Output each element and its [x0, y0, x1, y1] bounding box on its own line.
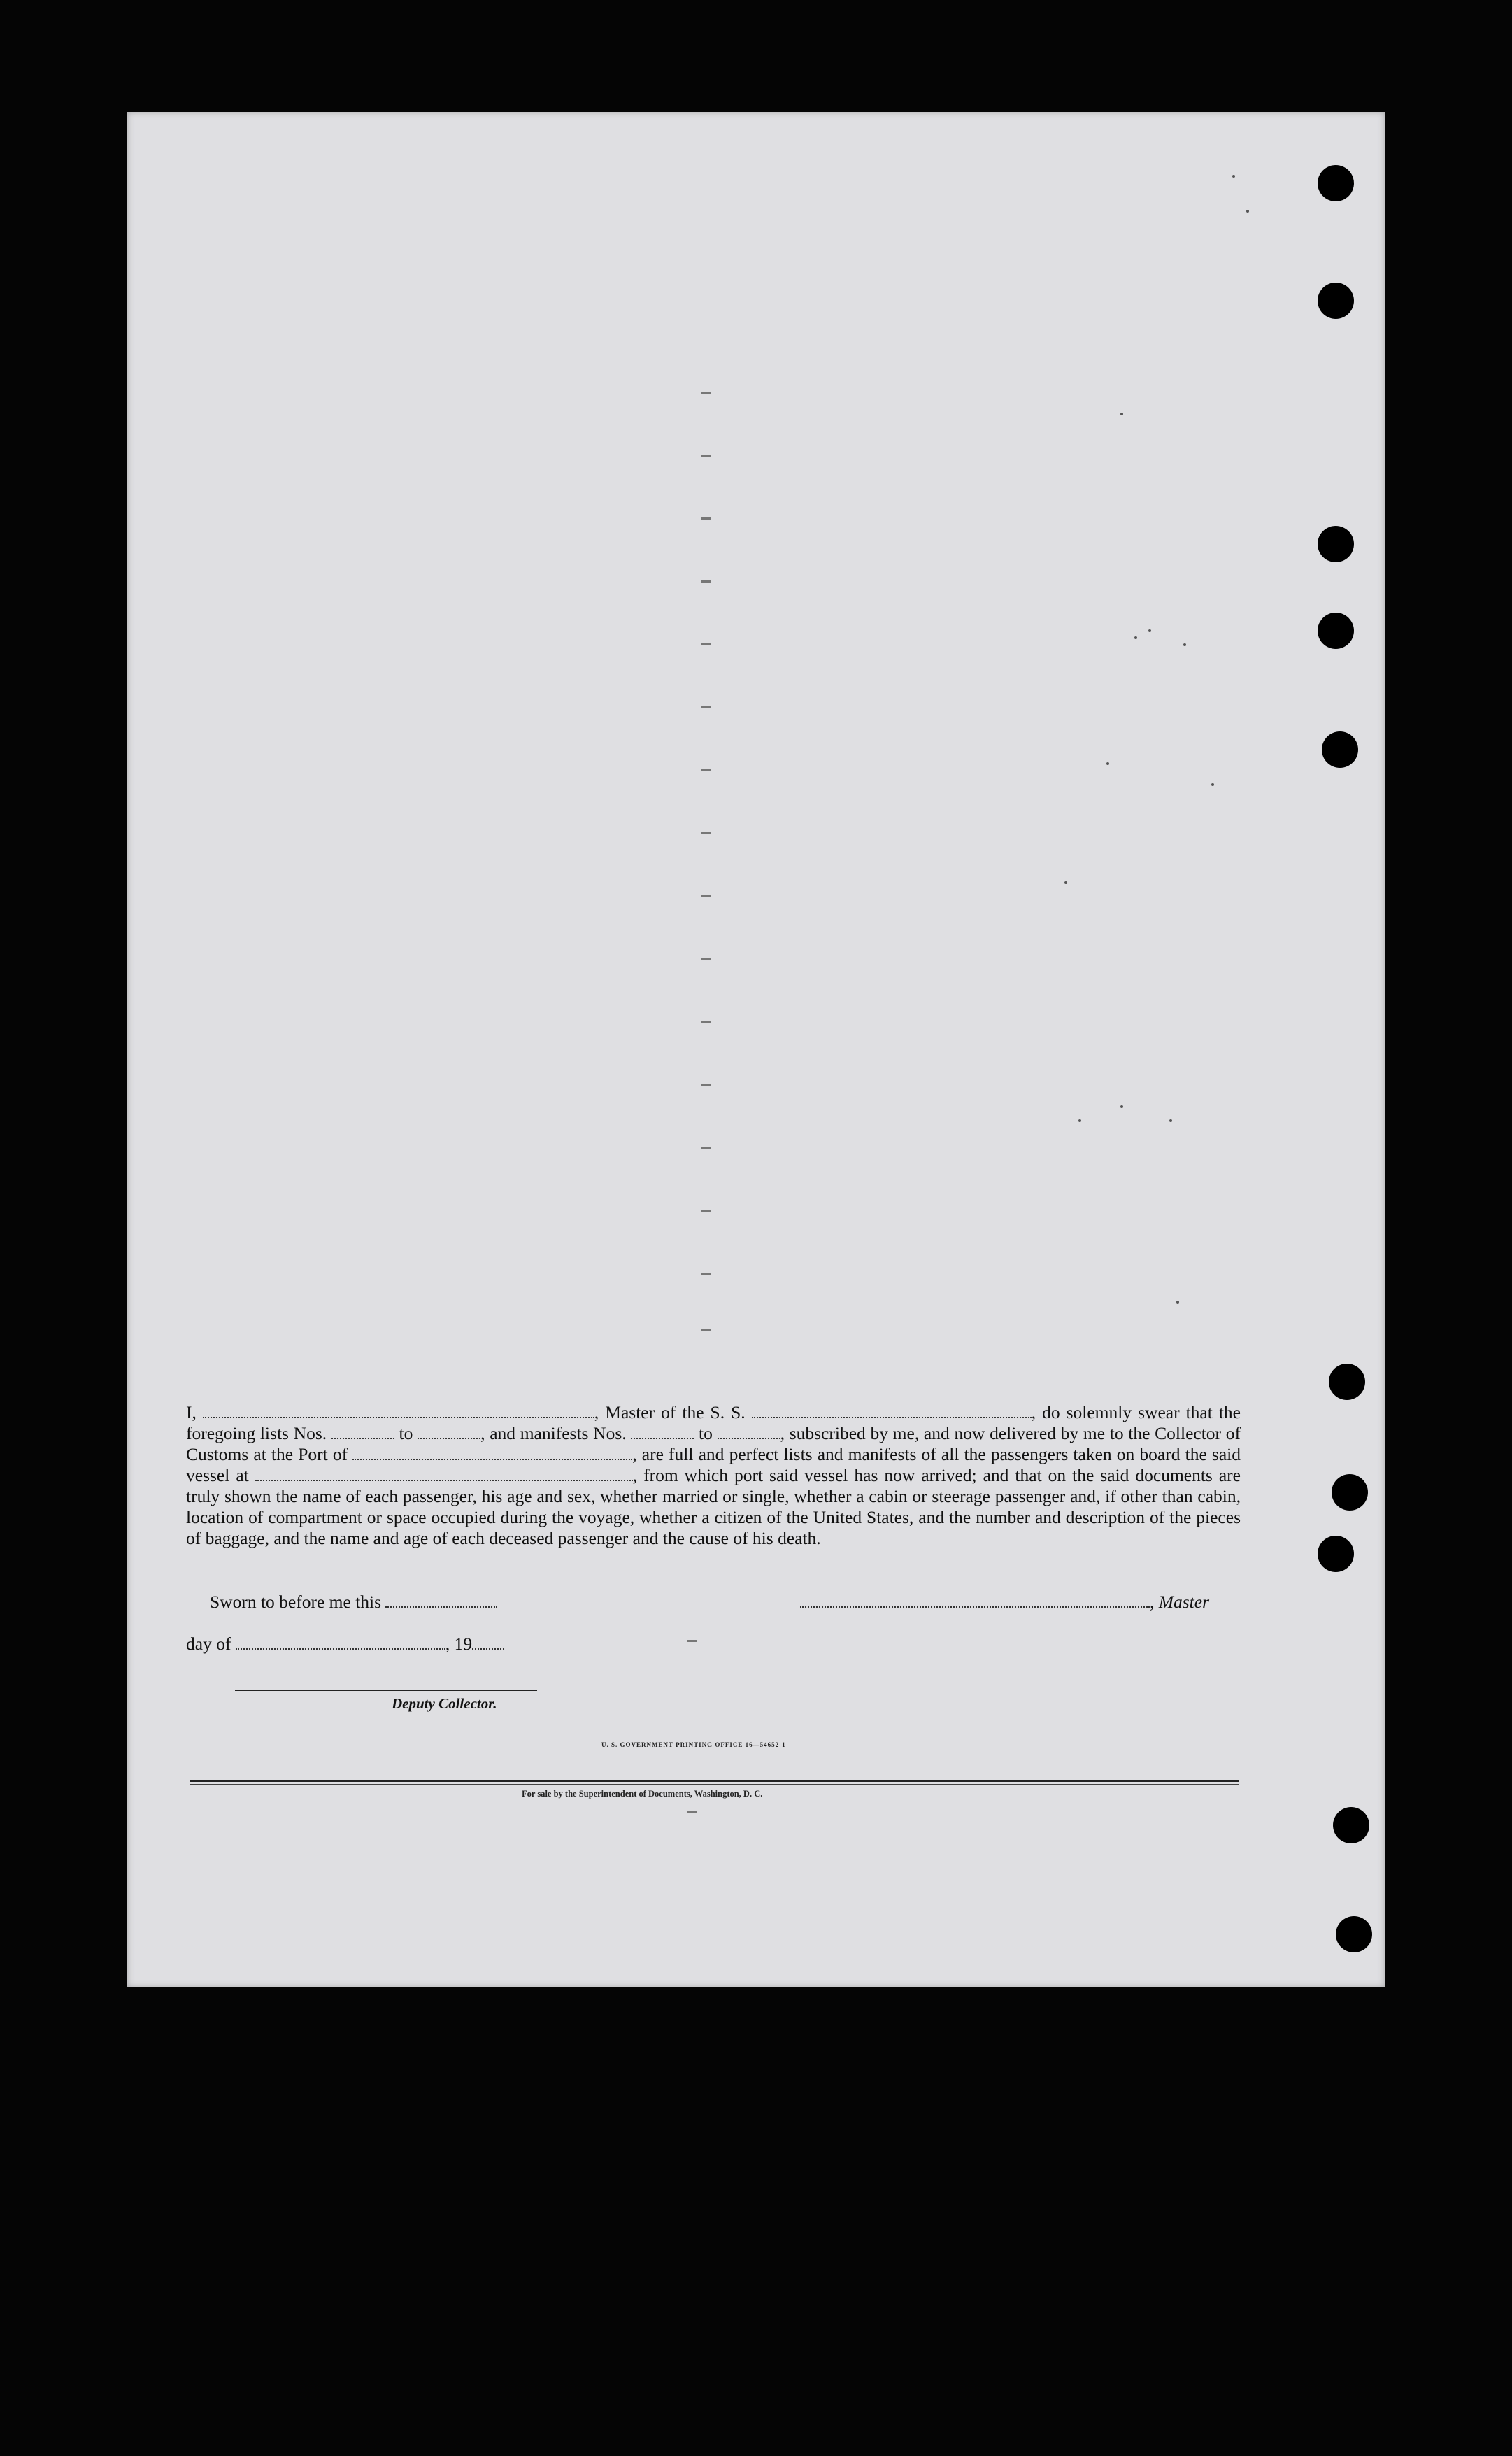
- year-label: , 19: [445, 1634, 473, 1654]
- punch-hole: [1318, 1536, 1354, 1572]
- punch-hole: [1332, 1474, 1368, 1511]
- master-name-blank[interactable]: [203, 1404, 594, 1418]
- ship-name-blank[interactable]: [752, 1404, 1032, 1418]
- month-blank[interactable]: [236, 1636, 445, 1650]
- declaration-text: , subscribed by me, and now delivered by me to the Collector of Customs at the Port of: [186, 1423, 1241, 1464]
- manifest-from-blank[interactable]: [631, 1425, 694, 1439]
- deputy-collector-label: Deputy Collector.: [392, 1695, 497, 1712]
- punch-hole: [1318, 526, 1354, 562]
- declaration-text: to: [394, 1423, 418, 1443]
- punch-hole: [1318, 165, 1354, 201]
- list-from-blank[interactable]: [331, 1425, 394, 1439]
- master-signature-blank[interactable]: [800, 1594, 1150, 1608]
- printing-office-imprint: U. S. GOVERNMENT PRINTING OFFICE 16—54652-1: [601, 1741, 786, 1748]
- punch-hole: [1318, 613, 1354, 649]
- sworn-before-me: [210, 1592, 497, 1613]
- declaration-text: , are full and perfect lists and manifests of all the passengers taken on board the said vessel at: [186, 1444, 1241, 1485]
- manifest-to-blank[interactable]: [718, 1425, 780, 1439]
- day-of-label: day of: [186, 1634, 231, 1654]
- footer-rule: [190, 1780, 1239, 1782]
- declaration-text: to: [694, 1423, 718, 1443]
- sworn-day-blank[interactable]: [385, 1594, 497, 1608]
- declaration-text: I,: [186, 1402, 203, 1422]
- year-blank[interactable]: [472, 1636, 504, 1650]
- port-blank[interactable]: [352, 1446, 632, 1460]
- declaration-text: , Master of the S. S.: [594, 1402, 752, 1422]
- master-oath-declaration: [186, 1402, 1241, 1549]
- declaration-text: , do solemnly swear that the foregoing lists Nos.: [186, 1402, 1241, 1443]
- punch-hole: [1322, 731, 1358, 768]
- punch-hole: [1333, 1807, 1369, 1843]
- punch-hole: [1318, 283, 1354, 319]
- declaration-text: , and manifests Nos.: [480, 1423, 632, 1443]
- departure-port-blank[interactable]: [255, 1467, 633, 1481]
- punch-hole: [1329, 1364, 1365, 1400]
- deputy-signature-line[interactable]: [235, 1690, 537, 1691]
- declaration-text: , from which port said vessel has now arrived; and that on the said documents are truly shown the name of each passenger, his age and sex, whether married or single, whether a cabin or steerage passenger and, if other than cabin, location of compartment or space occupied during the voyage, whether a citizen of the United States, and the number and description of the pieces of baggage, and the name and age of each deceased passenger and the cause of his death.: [186, 1465, 1241, 1548]
- for-sale-notice: For sale by the Superintendent of Documents, Washington, D. C.: [522, 1789, 763, 1799]
- sworn-label: Sworn to before me this: [210, 1592, 382, 1612]
- master-signature: [800, 1592, 1209, 1613]
- punch-hole: [1336, 1916, 1372, 1952]
- master-label: , Master: [1150, 1592, 1209, 1612]
- footer-rule-thin: [190, 1784, 1239, 1785]
- list-to-blank[interactable]: [418, 1425, 480, 1439]
- document-page: [127, 112, 1385, 1987]
- day-of-row: [186, 1634, 504, 1655]
